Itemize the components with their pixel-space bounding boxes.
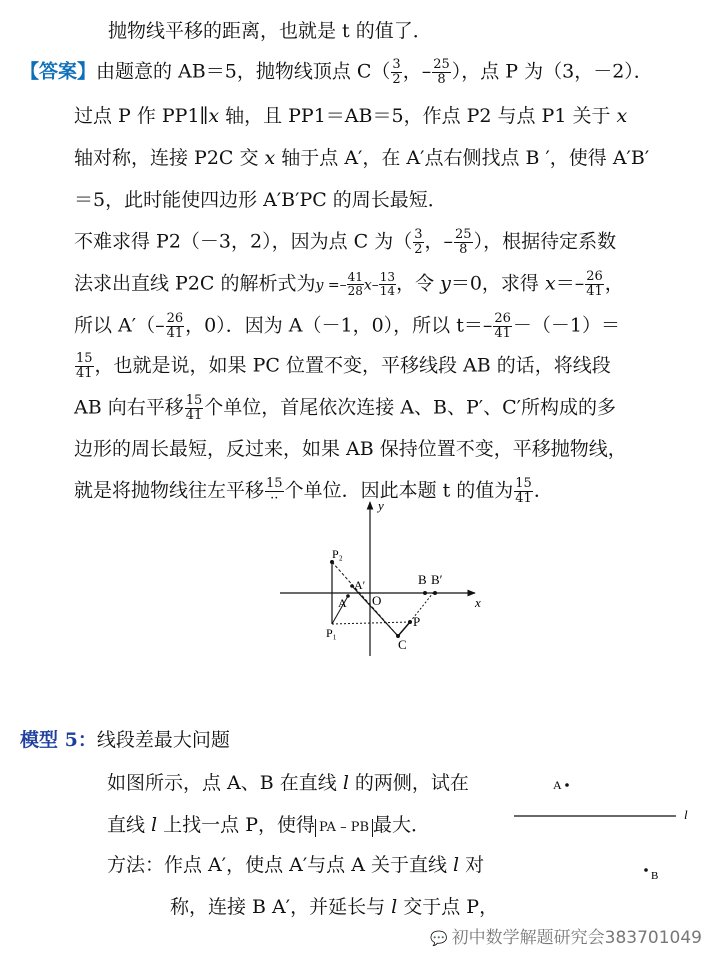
point-b: [423, 591, 427, 595]
label-a: A: [553, 778, 562, 792]
point-b-prime: [433, 591, 437, 595]
text-line: ＝5，此时能使四边形 A′B′PC 的周长最短．: [74, 189, 447, 211]
fraction: $\frac{15}{41}$: [185, 393, 203, 423]
line-figure: [508, 760, 708, 900]
text-line: 如图所示，点 A、B 在直线 l 的两侧，试在: [107, 772, 469, 794]
label-x: x: [475, 595, 481, 610]
fraction: $\frac{3}{2}$: [392, 57, 401, 87]
fraction: $\frac{15}{41}$: [515, 476, 532, 506]
abs-expression: PA – PB: [315, 819, 373, 837]
equation: y =–: [315, 277, 347, 294]
chat-icon: 💬: [430, 931, 448, 947]
label-b: B: [651, 870, 659, 882]
label-y: y: [378, 498, 384, 513]
watermark: 💬 初中数学解题研究会383701049: [430, 928, 702, 948]
model-label: 模型 5：: [20, 729, 97, 751]
point-b: [644, 868, 648, 872]
text-line: 不难求得 P2（－3，2），因为点 C 为（ $\frac{3}{2}$ ，– $\frac{25}{8}$ ），根据待定系数: [74, 227, 617, 257]
coordinate-figure: [270, 496, 500, 666]
point-a: [346, 594, 350, 598]
text-line: 【答案】由题意的 AB＝5，抛物线顶点 C（ $\frac{3}{2}$ ，– $\frac{25}{8}$ ），点 P 为（3，－2）．: [20, 57, 653, 87]
text-line: 轴对称，连接 P2C 交 x 轴于点 A′，在 A′点右侧找点 B ′，使得 A′B′: [74, 147, 650, 169]
label-c: C: [398, 637, 407, 652]
label-p2: P₂: [332, 547, 343, 561]
text-line: 抛物线平移的距离，也就是 t 的值了．: [108, 20, 432, 42]
text-line: 法求出直线 P2C 的解析式为y =– $\frac{41}{28}$ x– $\frac{13}{14}$ ，令 y＝0，求得 x＝– $\frac{26}{41}$ ，: [74, 269, 624, 299]
fraction: $\frac{15}{41}$: [76, 351, 93, 381]
label-o: O: [372, 593, 382, 608]
fraction: $\frac{3}{2}$: [414, 227, 423, 257]
point-p: [408, 620, 412, 624]
text-line: $\frac{15}{41}$ ，也就是说，如果 PC 位置不变，平移线段 AB 的话，将线段: [76, 351, 611, 381]
text-line: 所以 A′（– $\frac{26}{41}$ ，0）．因为 A（－1，0），所以 t＝– $\frac{26}{41}$ －（－1）＝: [74, 311, 620, 341]
text-line: AB 向右平移 $\frac{15}{41}$ 个单位，首尾依次连接 A、B、P′、C′所构成的多: [74, 393, 616, 423]
fraction: 15 ··: [266, 476, 283, 506]
text-line: 直线 l 上找一点 P，使得 PA – PB 最大．: [107, 814, 431, 836]
text-line: 过点 P 作 PP1∥x 轴，且 PP1＝AB＝5，作点 P2 与点 P1 关于 x: [74, 105, 628, 127]
label-a-prime: A′: [354, 578, 366, 592]
text-line: 方法：作点 A′，使点 A′与点 A 关于直线 l 对: [107, 854, 485, 876]
p-c-segment: [398, 622, 410, 636]
section-title: 模型 5：线段差最大问题: [20, 729, 230, 751]
text-line: 边形的周长最短，反过来，如果 AB 保持位置不变，平移抛物线，: [74, 438, 627, 460]
point-a: [565, 783, 569, 787]
fraction: $\frac{26}{41}$: [166, 311, 184, 341]
fraction: $\frac{25}{8}$: [455, 227, 472, 257]
fraction: $\frac{26}{41}$: [586, 269, 603, 299]
label-b: B: [418, 572, 427, 587]
label-p1: P₁: [326, 626, 337, 640]
label-a: A: [338, 596, 347, 610]
fraction: $\frac{25}{8}$: [433, 57, 450, 87]
p1-p-line: [332, 622, 410, 624]
fraction: $\frac{13}{14}$: [379, 270, 396, 298]
answer-tag: 【答案】: [20, 60, 97, 83]
label-p: P: [413, 614, 421, 629]
fraction: $\frac{26}{41}$: [494, 311, 511, 341]
fraction: $\frac{41}{28}$: [347, 270, 363, 298]
text-line: 就是将抛物线往左平移 15 ·· 个单位．因此本题 t 的值为 $\frac{15}{41}$ ．: [74, 476, 553, 506]
label-l: l: [684, 807, 688, 822]
text-line: 称，连接 B A′，并延长与 l 交于点 P，: [170, 896, 499, 918]
label-b-prime: B′: [431, 572, 443, 587]
